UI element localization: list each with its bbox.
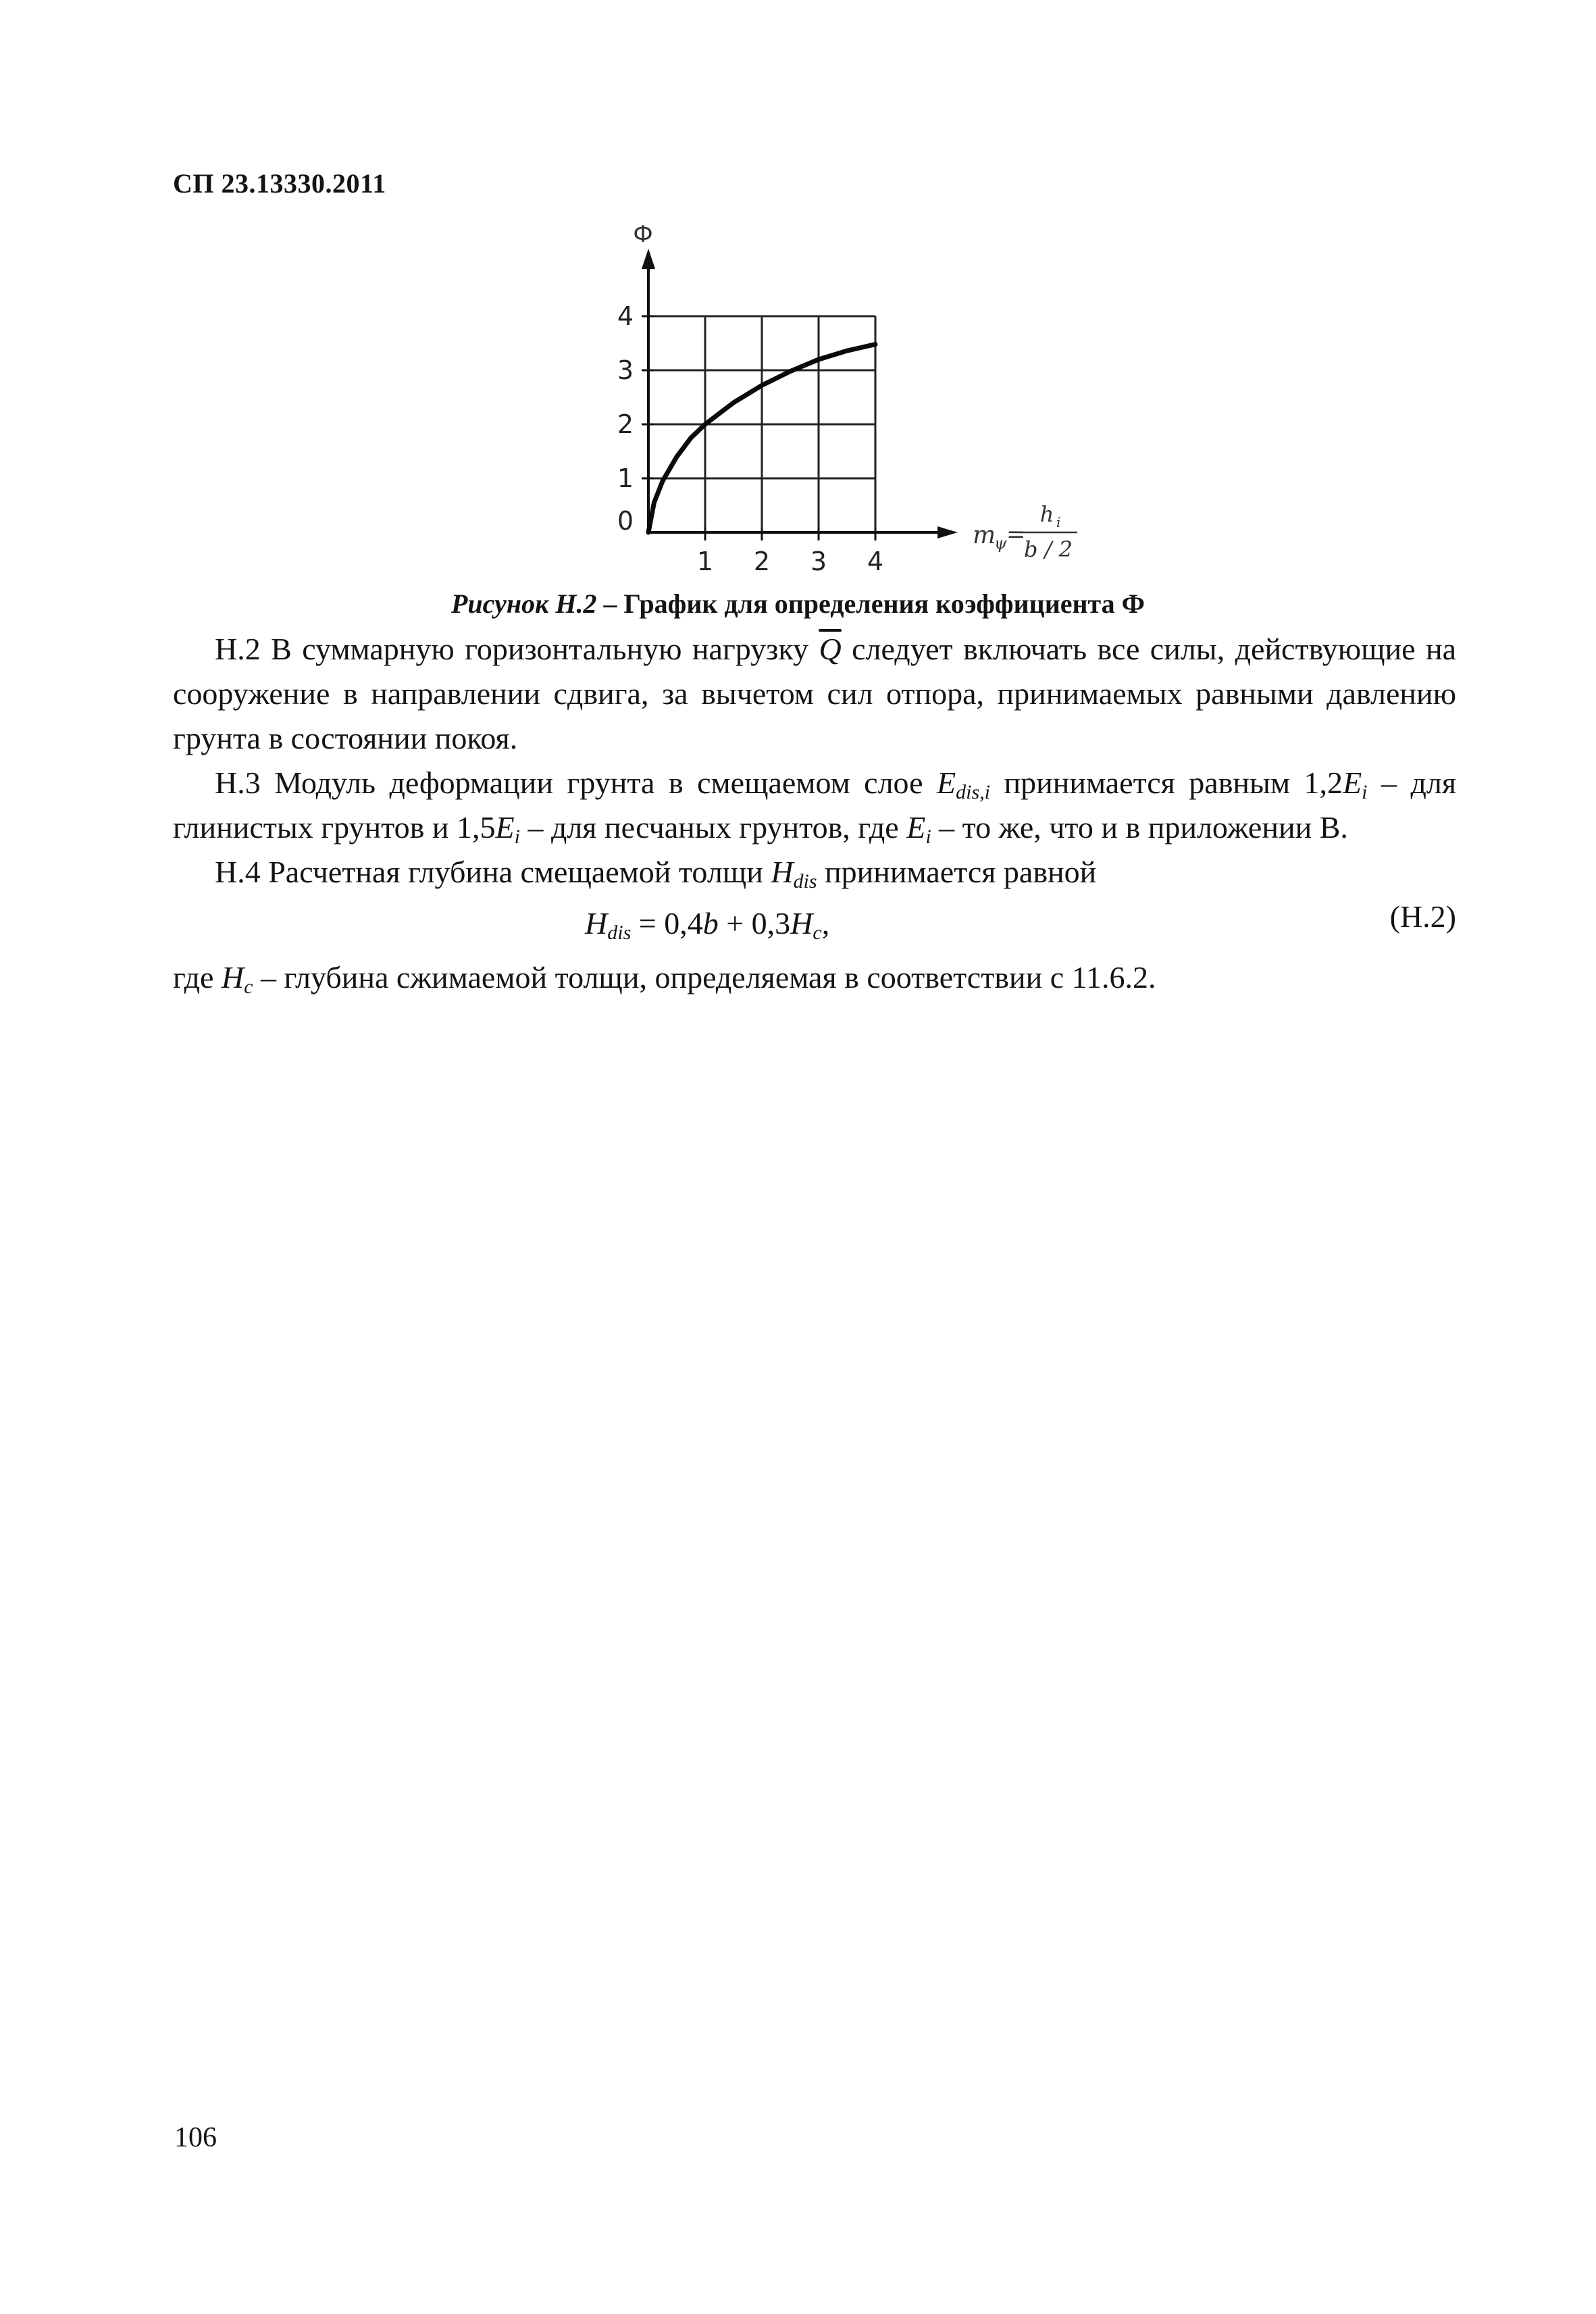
phi-chart xyxy=(581,216,1094,595)
x-formula-numerator-sub: i xyxy=(1056,514,1061,530)
y-tick-label: 1 xyxy=(617,463,634,493)
x-tick-label: 1 xyxy=(696,547,714,576)
x-axis-label-sub: ψ xyxy=(994,534,1007,553)
body-text xyxy=(173,627,1456,1000)
formula-number: (Н.2) xyxy=(1389,899,1456,934)
y-tick-label: 0 xyxy=(617,506,634,536)
paragraph-h4: Н.4 Расчетная глубина смещаемой толщи $H_{dis}$ принимается равной xyxy=(215,855,1097,892)
paragraph-h3: Н.3 Модуль деформации грунта в смещаемом слое $E_{dis,i}$ принимается равным $1,2E_i$ – для глинистых грунтов и $1,5E_i$ – для песчаных грунтов, где $E_i$ – то же, что и в приложении В. xyxy=(173,765,1457,848)
caption-text: – График для определения коэффициента Ф xyxy=(596,588,1145,619)
x-axis-arrow xyxy=(937,526,958,538)
load-symbol-q: $\overline{Q}$ xyxy=(819,632,842,666)
y-tick-label: 3 xyxy=(617,355,634,385)
formula-h2 xyxy=(173,895,1456,955)
y-tick-label: 4 xyxy=(617,301,634,331)
x-axis-label-prefix: m xyxy=(973,522,996,549)
x-formula-numerator: h xyxy=(1039,501,1054,527)
formula-expression: $H_{dis} = 0,4b + 0,3H_c$, xyxy=(585,906,830,944)
y-tick-label: 2 xyxy=(617,409,634,439)
x-axis-label-eq: = xyxy=(1006,521,1026,548)
x-formula-denominator: b / 2 xyxy=(1024,536,1073,562)
caption-label: Рисунок Н.2 xyxy=(451,588,597,619)
paragraph-h2: Н.2 В суммарную горизонтальную нагрузку $\overline{Q}$ следует включать все силы, действующие на сооружение в направлении сдвига, за вычетом сил отпора, принимаемых равными давлению грунта в состоянии покоя. xyxy=(173,632,1456,755)
x-tick-label: 3 xyxy=(810,547,827,576)
figure-chart xyxy=(581,216,1094,595)
x-tick-label: 4 xyxy=(867,547,884,576)
y-axis-arrow xyxy=(642,249,655,269)
x-tick-label: 2 xyxy=(753,547,771,576)
paragraph-where: где $H_c$ – глубина сжимаемой толщи, определяемая в соответствии с 11.6.2. xyxy=(173,960,1156,998)
y-axis-label: Ф xyxy=(633,221,653,248)
document-code: СП 23.13330.2011 xyxy=(173,168,386,199)
page-number: 106 xyxy=(174,2122,217,2153)
figure-caption xyxy=(0,588,1596,620)
